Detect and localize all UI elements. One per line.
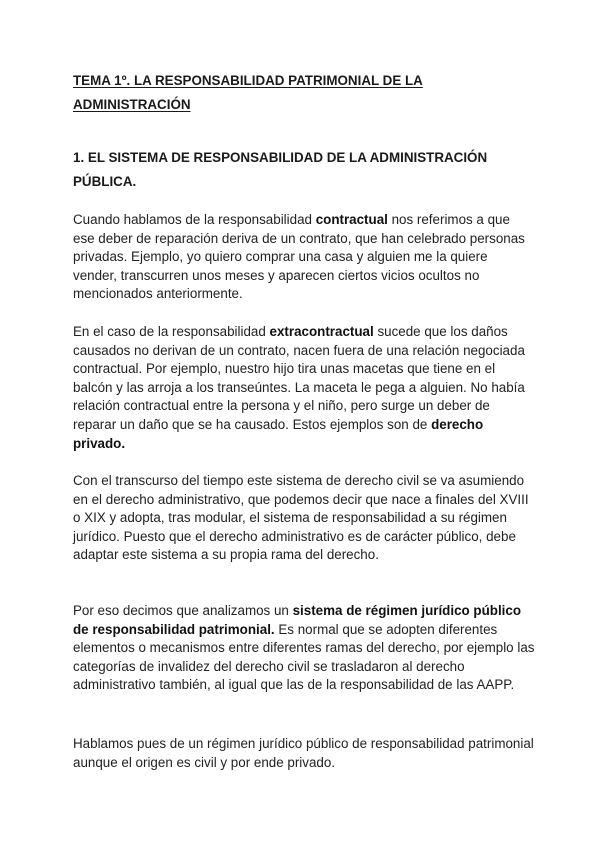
paragraph-public-system (73, 602, 535, 695)
paragraph-text: sucede que los daños causados no derivan de un contrato, nacen fuera de una relación negociada contractual. Por ejemplo, nuestro hijo tira unas macetas que tiene en el balcón y las arroja a los transeúntes. La maceta le pega a alguien. No había relación contractual entre la persona y el niño, pero surge un deber de reparar un daño que se ha causado. Estos ejemplos son de (73, 324, 525, 432)
paragraph-text: En el caso de la responsabilidad (73, 324, 270, 339)
section-heading: 1. EL SISTEMA DE RESPONSABILIDAD DE LA ADMINISTRACIÓN PÚBLICA. (73, 150, 488, 189)
paragraph-historical (73, 472, 535, 565)
paragraph-text: Es normal que se adopten diferentes elementos o mecanismos entre diferentes ramas del derecho, por ejemplo las categorías de invalidez del derecho civil se trasladaron al derecho administrativo también, al igual que las de la responsabilidad de las AAPP. (73, 621, 535, 693)
paragraph-text: Por eso decimos que analizamos un (73, 603, 293, 618)
paragraph-contractual (73, 211, 535, 304)
document-title: TEMA 1º. LA RESPONSABILIDAD PATRIMONIAL DE LA ADMINISTRACIÓN (73, 73, 423, 112)
paragraph-text: Cuando hablamos de la responsabilidad (73, 212, 316, 227)
paragraph-extracontractual (73, 323, 535, 453)
bold-term-extracontractual: extracontractual (269, 324, 374, 339)
paragraph-text: Con el transcurso del tiempo este sistema de derecho civil se va asumiendo en el derecho administrativo, que podemos decir que nace a finales del XVIII o XIX y adopta, tras modular, el sistema de responsabilidad a su régimen jurídico. Puesto que el derecho administrativo es de carácter público, debe adaptar este sistema a su propia rama del derecho. (73, 473, 529, 563)
paragraph-conclusion (73, 735, 535, 772)
paragraph-text: nos referimos a que ese deber de reparación deriva de un contrato, que han celebrado personas privadas. Ejemplo, yo quiero comprar una casa y alguien me la quiere vender, transcurren unos meses y aparecen ciertos vicios ocultos no mencionados anteriormente. (73, 212, 525, 302)
bold-term-contractual: contractual (315, 212, 388, 227)
bold-term-sistema-publico: sistema de régimen jurídico público de responsabilidad patrimonial. (73, 603, 522, 637)
paragraph-text: Hablamos pues de un régimen jurídico público de responsabilidad patrimonial aunque el origen es civil y por ende privado. (73, 736, 534, 770)
bold-term-derecho-privado: derecho privado. (73, 416, 484, 451)
